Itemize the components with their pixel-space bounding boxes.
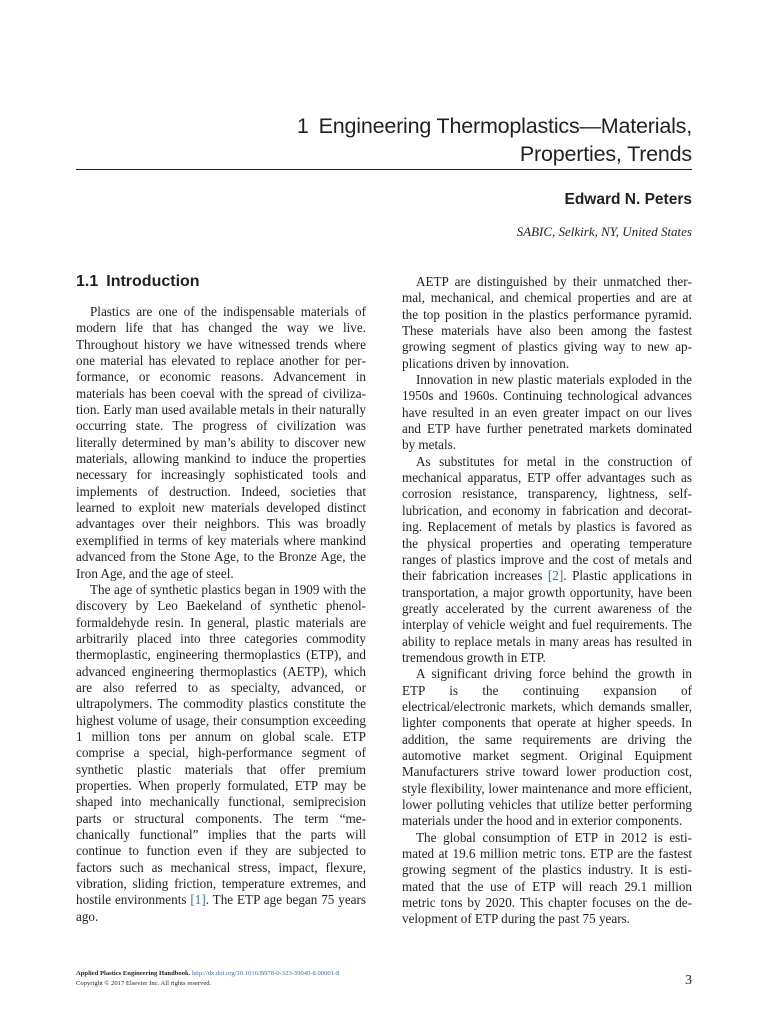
paragraph-text: . Plastic applications in transportation, a major growth opportunity, have been greatly accelerated by the current awareness of the interplay of vehicle weight and fuel requirements. The ability to replace metals in many areas has resulted in tremendous growth in ETP. bbox=[402, 568, 692, 665]
title-divider bbox=[76, 169, 692, 170]
paragraph-text: . The ETP age began 75 years ago. bbox=[76, 892, 366, 924]
section-number: 1.1 bbox=[76, 273, 99, 290]
citation-link[interactable]: [2] bbox=[547, 568, 564, 584]
right-column bbox=[402, 274, 692, 928]
paragraph-text: The age of synthetic plastics began in 1909 with the discovery by Leo Baekeland of synthetic phenol-formaldehyde resin. In general, plastic materials are arbitrarily placed into three categories commodity thermoplastic, engineering thermoplastics (ETP), and advanced engineering thermoplastics (AETP), which are also referred to as specialty, advanced, or ultrapolymers. The commodity plastics constitute the highest volume of usage, their consumption exceeding 1 million tons per annum on global scale. ETP comprise a special, high-performance segment of synthetic plastic materials that offer premium properties. When properly formulated, ETP may be shaped into mechanically functional, semiprecision parts or structural components. The term “mechanically functional” implies that the parts will continue to function even if they are subjected to factors such as mechanical stress, impact, flexure, vibration, sliding friction, temperature extremes, and hostile environments bbox=[76, 581, 366, 908]
chapter-title bbox=[297, 112, 692, 168]
chapter-number: 1 bbox=[296, 114, 309, 138]
paragraph: The global consumption of ETP in 2012 is estimated at 19.6 million metric tons. ETP are the fastest growing segment of the plastics industry. It is estimated that the use of ETP will reach 29.1 million metric tons by 2020. This chapter focuses on the development of ETP during the past 75 years. bbox=[402, 829, 692, 927]
chapter-title-line-2: Properties, Trends bbox=[519, 142, 692, 166]
paragraph: A significant driving force behind the growth in ETP is the continuing expansion of electrical/electronic markets, which demands smaller, lighter components that operate at higher speeds. In addition, the same requirements are driving the automotive market segment. Original Equipment Manufacturers strive toward lower production cost, style flexibility, lower maintenance and more efficient, lower polluting vehicles that utilize better performing materials under the hood and in exterior components. bbox=[402, 666, 692, 829]
chapter-title-line-1 bbox=[297, 112, 692, 140]
author-name: Edward N. Peters bbox=[564, 191, 692, 208]
section-heading bbox=[76, 273, 200, 291]
paragraph bbox=[402, 454, 692, 666]
copyright-notice: Copyright © 2017 Elsevier Inc. All rights reserved. bbox=[76, 980, 212, 987]
page-number: 3 bbox=[685, 973, 692, 988]
paragraph-text: As substitutes for metal in the construction of mechanical apparatus, ETP offer advantages such as corrosion resistance, transparency, lightness, self-lubrication, and economy in fabrication and decorating. Replacement of metals by plastics is favored as the physical properties and operating temperature ranges of plastics improve and the cost of metals and their fabrication increases bbox=[402, 453, 692, 584]
paragraph bbox=[76, 582, 366, 925]
section-title: Introduction bbox=[106, 273, 200, 290]
book-title: Applied Plastics Engineering Handbook. bbox=[76, 970, 191, 977]
paragraph: Plastics are one of the indispensable materials of modern life that has changed the way we live. Throughout history we have witnessed trends where one material has elevated to replace another for performance, or economic reasons. Advancement in materials has been coeval with the spread of civilization. Early man used available metals in their naturally occurring state. The progress of civilization was literally determined by man’s ability to discover new materials, allowing mankind to induce the properties necessary for increasingly sophisticated tools and implements of destruction. Indeed, societies that learned to exploit new materials developed distinct advantages over their neighbors. This was broadly exemplified in terms of key materials where mankind advanced from the Stone Age, to the Bronze Age, the Iron Age, and the age of steel. bbox=[76, 304, 366, 581]
paragraph: Innovation in new plastic materials exploded in the 1950s and 1960s. Continuing technological advances have resulted in an even greater impact on our lives and ETP have further penetrated markets dominated by metals. bbox=[402, 372, 692, 453]
citation-link[interactable]: [1] bbox=[190, 892, 206, 908]
footer bbox=[76, 969, 339, 989]
paragraph: AETP are distinguished by their unmatched thermal, mechanical, and chemical properties and are at the top position in the plastics performance pyramid. These materials have also been among the fastest growing segment of plastics giving way to new applications driven by innovation. bbox=[402, 274, 692, 371]
left-column bbox=[76, 304, 366, 925]
footer-citation-line bbox=[76, 969, 339, 979]
author-affiliation: SABIC, Selkirk, NY, United States bbox=[516, 224, 692, 239]
doi-link[interactable]: http://dx.doi.org/10.1016/B978-0-323-39040-8.00001-8 bbox=[191, 970, 340, 977]
chapter-title-text-1: Engineering Thermoplastics—Materials, bbox=[318, 114, 692, 138]
